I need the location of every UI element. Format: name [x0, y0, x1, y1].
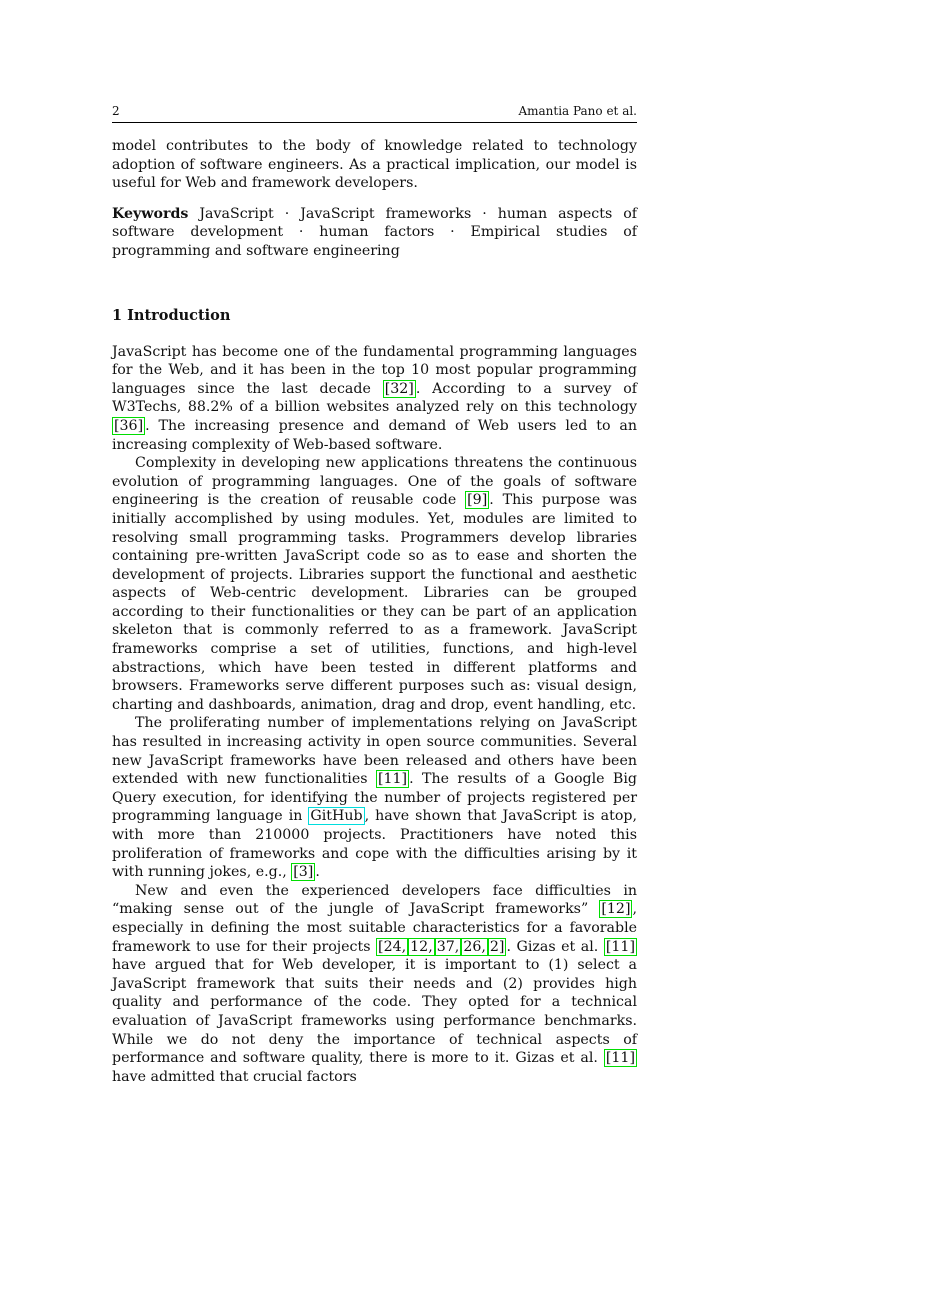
text-run: have admitted that crucial factors — [112, 1068, 357, 1085]
text-run: New and even the experienced developers face difficulties in “making sense out of the jungle of JavaScript frameworks” — [112, 882, 637, 918]
citation-link[interactable]: 37, — [436, 938, 460, 955]
paper-page — [112, 100, 637, 1086]
keywords-label: Keywords — [112, 205, 189, 222]
text-run: Complexity in developing new applications threatens the continuous evolution of programming languages. One of the goals of software engineering is the creation of reusable code — [112, 455, 637, 509]
text-run: The proliferating number of implementations relying on JavaScript has resulted in increasing activity in open source communities. Several new JavaScript frameworks have been released and others have been extended with new functionalities — [112, 715, 637, 788]
text-run: have argued that for Web developer, it is important to (1) select a JavaScript framework that suits their needs and (2) provides high quality and performance of the code. They opted for a technical evaluation of JavaScript frameworks using performance benchmarks. While we do not deny the importance of technical aspects of performance and software quality, there is more to it. Gizas et al. — [112, 957, 637, 1067]
running-authors: Amantia Pano et al. — [518, 104, 637, 118]
section-title: 1 Introduction — [112, 306, 231, 324]
citation-link[interactable]: [36] — [114, 417, 144, 434]
citation-link[interactable]: [32] — [384, 380, 414, 397]
text-run: . According to a survey of W3Techs, 88.2% of a billion websites analyzed rely on this technology — [112, 380, 637, 416]
intro-paragraph-2 — [112, 454, 637, 714]
citation-link[interactable]: [12] — [601, 901, 631, 918]
keywords — [112, 205, 637, 261]
intro-paragraph-4 — [112, 882, 637, 1087]
page-number: 2 — [112, 104, 120, 118]
citation-link[interactable]: 12, — [410, 938, 433, 955]
keywords-text: JavaScript · JavaScript frameworks · human aspects of software development · human factors · Empirical studies of programming and software engineering — [112, 205, 638, 259]
text-run: . The results of a Google Big Query execution, for identifying the number of projects registered per programming language in — [112, 771, 637, 825]
citation-link[interactable]: [9] — [467, 492, 488, 509]
text-run: . — [315, 864, 320, 881]
citation-link[interactable]: [11] — [605, 1050, 635, 1067]
citation-link[interactable]: 2] — [489, 938, 505, 955]
citation-link[interactable]: [11] — [377, 771, 408, 788]
citation-link[interactable]: [3] — [293, 864, 314, 881]
abstract-tail: model contributes to the body of knowledge related to technology adoption of software engineers. As a practical implication, our model is useful for Web and framework developers. — [112, 138, 637, 192]
github-link[interactable]: GitHub — [310, 808, 363, 825]
text-run: , especially in defining the most suitable characteristics for a favorable framework to use for their projects — [112, 901, 637, 955]
text-run: , have shown that JavaScript is atop, with more than 210000 projects. Practitioners have noted this proliferation of frameworks and cope with the difficulties arising by it with running jokes, e.g., — [112, 808, 637, 881]
text-run: . The increasing presence and demand of Web users led to an increasing complexity of Web-based software. — [112, 417, 637, 453]
citation-link[interactable]: [11] — [605, 938, 635, 955]
running-head — [112, 100, 637, 123]
text-run: JavaScript has become one of the fundamental programming languages for the Web, and it has been in the top 10 most popular programming languages since the last decade — [112, 343, 637, 397]
intro-paragraph-1 — [112, 343, 637, 455]
text-run: . This purpose was initially accomplished by using modules. Yet, modules are limited to resolving small programming tasks. Programmers develop libraries containing pre-written JavaScript code so as to ease and shorten the development of projects. Libraries support the functional and aesthetic aspects of Web-centric development. Libraries can be grouped according to their functionalities or they can be part of an application skeleton that is commonly referred to as a framework. JavaScript frameworks comprise a set of utilities, functions, and high-level abstractions, which have been tested in different platforms and browsers. Frameworks serve different purposes such as: visual design, charting and dashboards, animation, drag and drop, event handling, etc. — [112, 492, 637, 713]
intro-paragraph-3 — [112, 714, 637, 881]
citation-link[interactable]: [24, — [378, 938, 407, 955]
citation-link[interactable]: 26, — [463, 938, 486, 955]
text-run: . Gizas et al. — [506, 938, 604, 955]
